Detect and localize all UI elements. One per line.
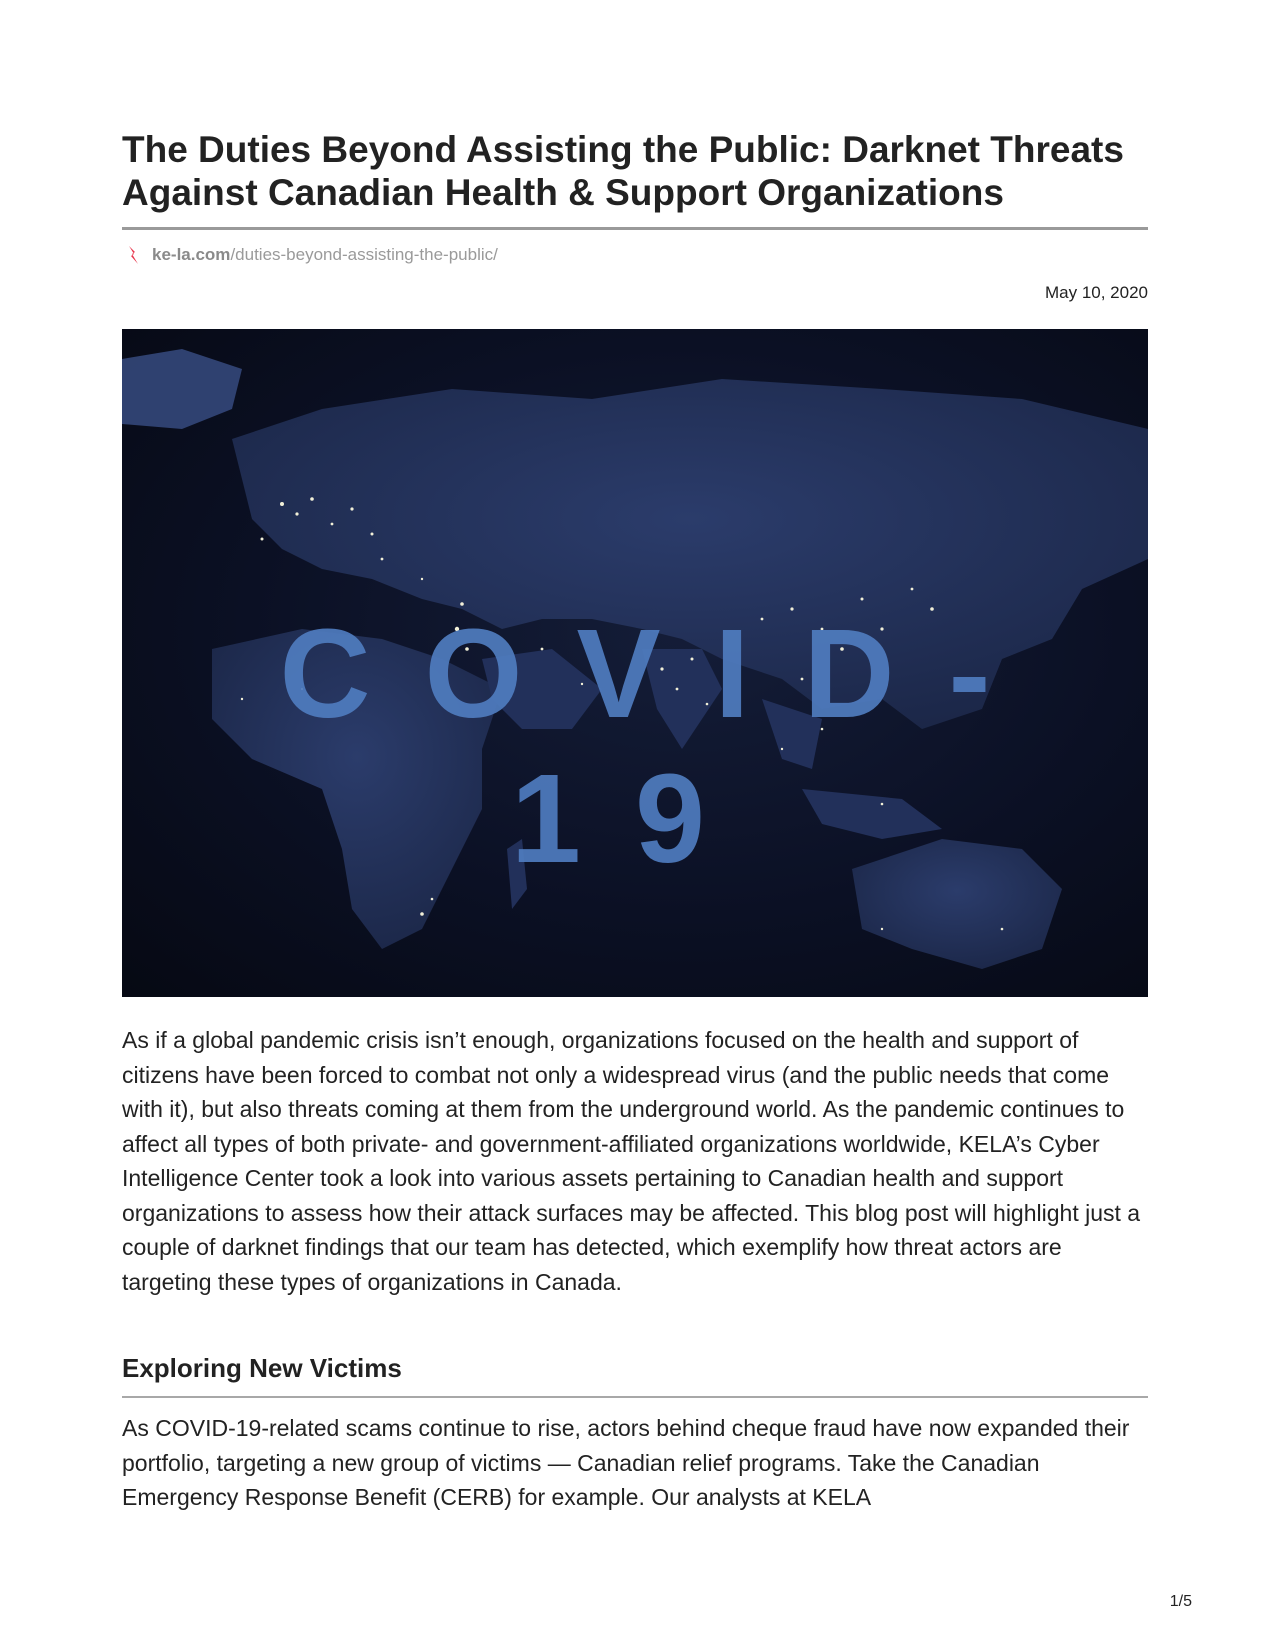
article [122, 128, 1148, 1515]
source-link-icon [126, 244, 142, 266]
title-divider [122, 227, 1148, 230]
article-title: The Duties Beyond Assisting the Public: Darknet Threats Against Canadian Health & Support Organizations [122, 129, 1124, 213]
intro-paragraph: As if a global pandemic crisis isn’t enough, organizations focused on the health and support of citizens have been forced to combat not only a widespread virus (and the public needs that come with it), but also threats coming at them from the underground world. As the pandemic continues to affect all types of both private- and government-affiliated organizations worldwide, KELA’s Cyber Intelligence Center took a look into various assets pertaining to Canadian health and support organizations to assess how their attack surfaces may be affected. This blog post will highlight just a couple of darknet findings that our team has detected, which exemplify how threat actors are targeting these types of organizations in Canada. [122, 1027, 1141, 1295]
section-divider [122, 1396, 1148, 1398]
section-paragraph: As COVID-19-related scams continue to rise, actors behind cheque fraud have now expanded their portfolio, targeting a new group of victims — Canadian relief programs. Take the Canadian Emergency Response Benefit (CERB) for example. Our analysts at KELA [122, 1415, 1130, 1510]
covid-overlay-text: COVID-19 [279, 603, 1045, 889]
source-path[interactable]: /duties-beyond-assisting-the-public/ [230, 245, 498, 264]
section-heading: Exploring New Victims [122, 1353, 402, 1383]
source-domain[interactable]: ke-la.com [152, 245, 231, 264]
publish-date: May 10, 2020 [1044, 283, 1148, 302]
source-line [122, 243, 1148, 267]
page-number: 1/5 [1169, 1593, 1192, 1610]
hero-image [122, 329, 1148, 997]
